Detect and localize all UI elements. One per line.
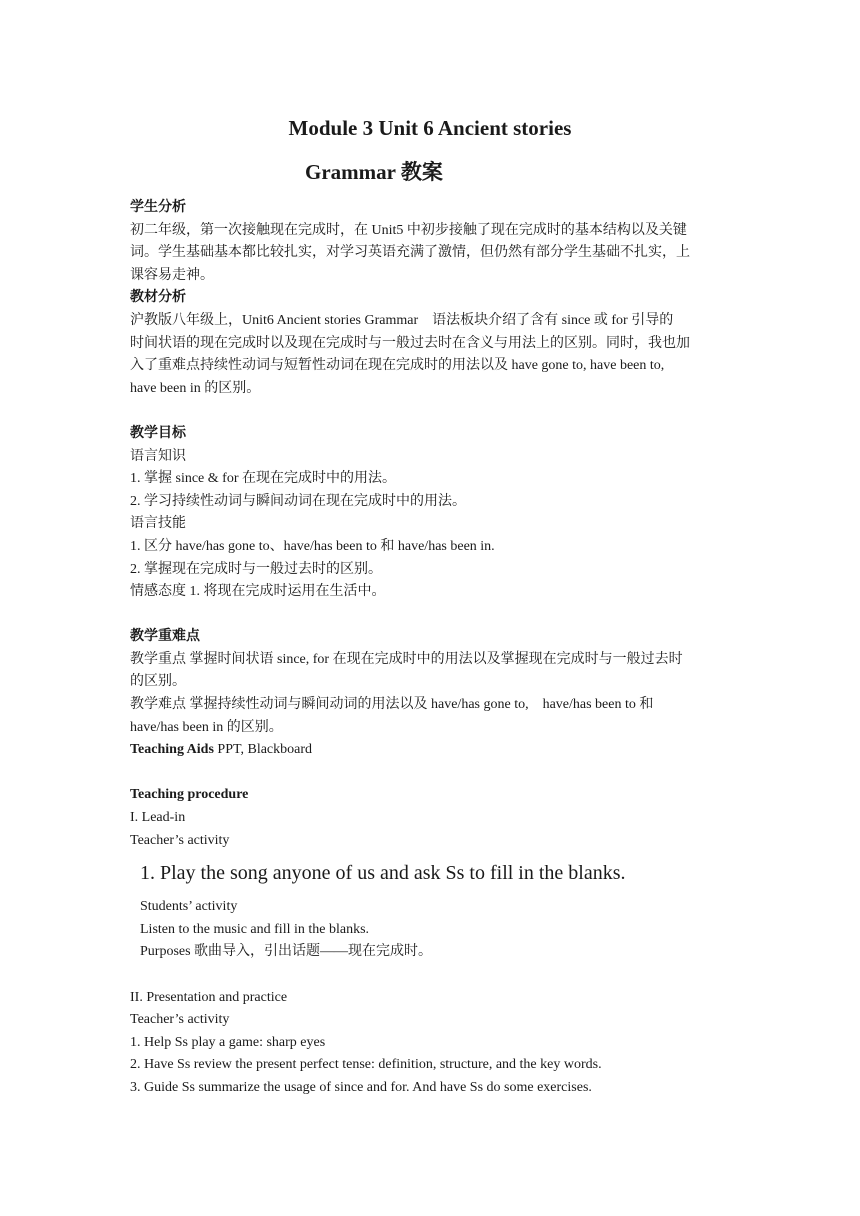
list-item: 情感态度 1. 将现在完成时运用在生活中。	[130, 584, 386, 600]
activity-label: Teacher’s activity	[130, 832, 230, 848]
activity-label: Students’ activity	[140, 899, 238, 915]
paragraph-line: 课容易走神。	[130, 267, 214, 283]
blank-line	[130, 762, 732, 785]
list-item: 2. 学习持续性动词与瞬间动词在现在完成时中的用法。	[130, 493, 466, 509]
activity-label: Teacher’s activity	[130, 1012, 230, 1028]
activity-item-large: 1. Play the song anyone of us and ask Ss to fill in the blanks.	[140, 862, 626, 885]
list-item: 1. 区分 have/has gone to、have/has been to 和 have/has been in.	[130, 538, 495, 554]
document-body	[130, 197, 732, 1100]
paragraph-line: 教学难点 掌握持续性动词与瞬间动词的用法以及 have/has gone to, have/has been to 和	[130, 697, 654, 713]
section-heading-student-analysis: 学生分析	[130, 200, 186, 215]
paragraph-line: 初二年级，第一次接触现在完成时，在 Unit5 中初步接触了现在完成时的基本结构以及关键	[130, 222, 687, 238]
paragraph-line: have been in 的区别。	[130, 380, 261, 396]
list-item: 2. Have Ss review the present perfect tense: definition, structure, and the key words.	[130, 1057, 602, 1073]
step-heading: I. Lead-in	[130, 810, 186, 826]
teaching-aids-value: PPT, Blackboard	[213, 742, 313, 758]
paragraph-line: Listen to the music and fill in the blanks.	[140, 921, 370, 937]
document-subtitle: Grammar 教案	[305, 160, 443, 184]
teaching-aids-line	[130, 739, 732, 762]
teaching-aids-label: Teaching Aids	[130, 742, 214, 758]
paragraph-line: 入了重难点持续性动词与短暂性动词在现在完成时的用法以及 have gone to, have been to,	[130, 358, 665, 374]
list-item: 2. 掌握现在完成时与一般过去时的区别。	[130, 561, 382, 577]
blank-line	[130, 964, 732, 987]
list-item: 语言知识	[130, 448, 186, 464]
list-item: 1. 掌握 since & for 在现在完成时中的用法。	[130, 471, 396, 487]
paragraph-line: 的区别。	[130, 674, 186, 690]
document-title: Module 3 Unit 6 Ancient stories	[288, 116, 572, 140]
paragraph-line: have/has been in 的区别。	[130, 719, 283, 735]
list-item: 1. Help Ss play a game: sharp eyes	[130, 1034, 326, 1050]
section-heading-key-points: 教学重难点	[130, 629, 200, 645]
paragraph-line: 教学重点 掌握时间状语 since, for 在现在完成时中的用法以及掌握现在完成时与一般过去时	[130, 651, 683, 667]
list-item: 语言技能	[130, 516, 186, 532]
paragraph-line: 时间状语的现在完成时以及现在完成时与一般过去时在含义与用法上的区别。同时，我也加	[130, 335, 690, 351]
section-heading-objectives: 教学目标	[130, 425, 186, 441]
purposes-line: Purposes 歌曲导入，引出话题——现在完成时。	[140, 944, 433, 960]
step-heading: II. Presentation and practice	[130, 989, 288, 1005]
list-item: 3. Guide Ss summarize the usage of since and for. And have Ss do some exercises.	[130, 1079, 592, 1095]
paragraph-line: 沪教版八年级上，Unit6 Ancient stories Grammar 语法板块介绍了含有 since 或 for 引导的	[130, 312, 674, 328]
blank-line	[130, 400, 732, 423]
blank-line	[130, 604, 732, 627]
section-heading-material-analysis: 教材分析	[130, 290, 186, 306]
paragraph-line: 词。学生基础基本都比较扎实，对学习英语充满了激情，但仍然有部分学生基础不扎实，上	[130, 245, 690, 261]
section-heading-procedure: Teaching procedure	[130, 787, 249, 803]
